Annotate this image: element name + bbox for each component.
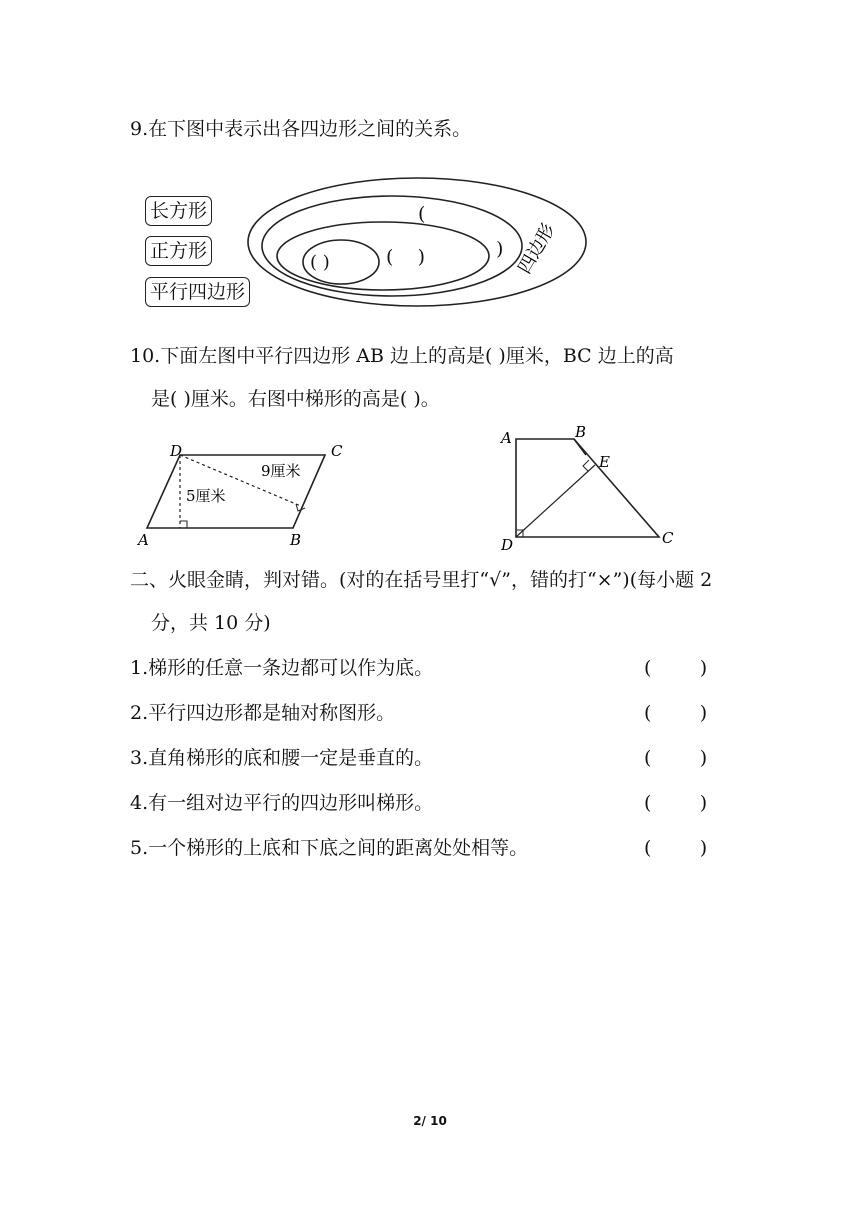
box-parallelogram: 平行四边形 <box>145 277 250 307</box>
label-B: B <box>290 531 302 549</box>
dim-5: 5厘米 <box>186 487 226 505</box>
section2-title-line2: 分，共 10 分) <box>151 612 271 634</box>
q9-text: 9.在下图中表示出各四边形之间的关系。 <box>130 118 472 140</box>
box-square: 正方形 <box>145 236 212 266</box>
judge-item-4: 4.有一组对边平行的四边形叫梯形。 <box>130 792 434 814</box>
label-tA: A <box>501 429 512 447</box>
label-tD: D <box>501 536 514 554</box>
paren-level2: ( <box>418 203 426 225</box>
outer-label: 四边形 <box>514 220 560 278</box>
box-rectangle: 长方形 <box>145 196 212 226</box>
judge-answer-2[interactable]: ( ) <box>644 702 708 724</box>
label-tE: E <box>599 453 610 471</box>
judge-item-1: 1.梯形的任意一条边都可以作为底。 <box>130 657 434 679</box>
label-tB: B <box>575 423 587 441</box>
judge-answer-5[interactable]: ( ) <box>644 837 708 859</box>
judge-answer-3[interactable]: ( ) <box>644 747 708 769</box>
paren-level3: ( ) <box>386 246 425 268</box>
label-C: C <box>331 442 343 460</box>
judge-item-3: 3.直角梯形的底和腰一定是垂直的。 <box>130 747 434 769</box>
judge-item-5: 5.一个梯形的上底和下底之间的距离处处相等。 <box>130 837 529 859</box>
judge-answer-4[interactable]: ( ) <box>644 792 708 814</box>
dim-9: 9厘米 <box>261 462 301 480</box>
paren-innermost: ( ) <box>310 252 330 273</box>
q10-line2: 是( )厘米。右图中梯形的高是( )。 <box>151 388 440 410</box>
judge-answer-1[interactable]: ( ) <box>644 657 708 679</box>
section2-title-line1: 二、火眼金睛，判对错。(对的在括号里打“√”，错的打“×”)(每小题 2 <box>130 569 713 591</box>
label-A: A <box>138 531 149 549</box>
page-number: 2/ 10 <box>413 1114 447 1128</box>
paren-level2-close: ) <box>496 238 504 260</box>
label-D: D <box>170 442 183 460</box>
label-tC: C <box>662 529 674 547</box>
q10-line1: 10.下面左图中平行四边形 AB 边上的高是( )厘米，BC 边上的高 <box>130 345 674 367</box>
judge-item-2: 2.平行四边形都是轴对称图形。 <box>130 702 396 724</box>
